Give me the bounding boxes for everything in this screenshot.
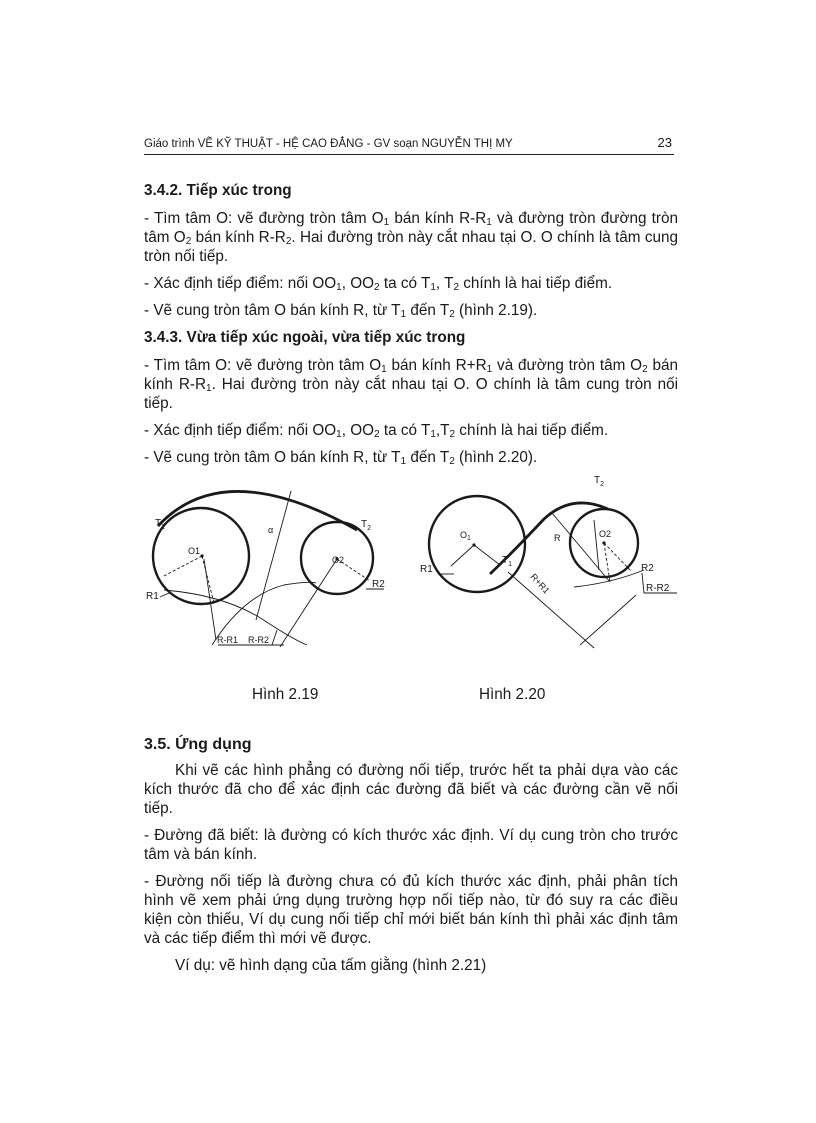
paragraph-3-4-3-tangent-points: - Xác định tiếp điểm: nối $OO_1$, $OO_2$ ta có $T_1,T_2$ chính là hai tiếp điểm. [144,422,609,440]
figure-2-19-caption: Hình 2.19 [252,686,319,703]
paragraph-3-4-2-tangent-points: - Xác định tiếp điểm: nối $OO_1$, $OO_2$ ta có $T_1$, $T_2$ chính là hai tiếp điểm. [144,275,613,293]
fig219-label-t2: $T_2$ [361,519,372,532]
heading-3-4-2: 3.4.2. Tiếp xúc trong [144,182,292,199]
page-number: 23 [657,135,672,150]
fig220-label-r: R [554,533,561,543]
heading-3-4-3: 3.4.3. Vừa tiếp xúc ngoài, vừa tiếp xúc trong [144,329,466,346]
header-title: Giáo trình VẼ KỸ THUẬT - HỆ CAO ĐẲNG - GV soạn NGUYỄN THỊ MY [144,138,513,150]
fig219-label-r-r2: R-R2 [248,635,270,645]
heading-3-5: 3.5. Ứng dụng [144,736,252,753]
fig219-label-r-r1: R-R1 [217,635,239,645]
fig220-label-o2: O2 [599,529,612,539]
paragraph-3-4-2-draw-arc: - Vẽ cung tròn tâm O bán kính R, từ $T_1$ đến $T_2$ (hình 2.19). [144,302,538,320]
figures-svg [144,475,678,680]
paragraph-3-5-example: Ví dụ: vẽ hình dạng của tấm giằng (hình 2.21) [175,957,487,974]
figures-row [144,475,678,721]
paragraph-3-4-2-center: - Tìm tâm O: vẽ đường tròn tâm $O_1$ bán kính $R-R_1$ và đường tròn đường tròn tâm $O_2$ bán kính $R-R_2$. Hai đường tròn này cắt nhau tại O. O chính là tâm cung tròn nối tiếp. [144,210,679,265]
fig219-label-o2: O2 [332,555,345,565]
paragraph-3-5-known-line: - Đường đã biết: là đường có kích thước xác định. Ví dụ cung tròn cho trước tâm và bán kính. [144,827,678,863]
fig220-label-r1: R1 [420,564,433,575]
figure-2-19-drawing [153,491,384,647]
fig219-label-alpha: α [268,525,274,535]
paragraph-3-5-intro: Khi vẽ các hình phẳng có đường nối tiếp, trước hết ta phải dựa vào các kích thước đã cho để xác định các đường đã biết và các đường cần vẽ nối tiếp. [144,762,678,817]
fig220-circle-o1 [429,496,525,592]
fig219-label-r1: R1 [146,591,159,602]
paragraph-3-4-3-draw-arc: - Vẽ cung tròn tâm O bán kính R, từ $T_1$ đến $T_2$ (hình 2.20). [144,449,538,467]
paragraph-3-5-connecting-line: - Đường nối tiếp là đường chưa có đủ kích thước xác định, phải phân tích hình vẽ xem phải ứng dụng trường hợp nối tiếp nào, từ đó suy ra các điều kiện còn thiếu, Ví dụ cung nối tiếp chỉ mới biết bán kính thì phải xác định tâm và các tiếp điểm thì mới vẽ được. [144,873,678,947]
fig219-label-t1: $T_1$ [155,518,166,531]
fig220-label-t2: $T_2$ [594,475,605,488]
fig220-label-o1: $O_1$ [460,530,471,542]
paragraph-3-4-3-center: - Tìm tâm O: vẽ đường tròn tâm $O_1$ bán kính $R+R_1$ và đường tròn tâm $O_2$ bán kính $R-R_1$. Hai đường tròn này cắt nhau tại O. O chính là tâm cung tròn nối tiếp. [144,357,678,412]
fig220-label-r-plus-r1: R+R1 [528,571,552,596]
fig219-label-r2: R2 [372,579,385,590]
running-header [144,136,674,155]
page-content [144,181,678,983]
fig219-label-o1: O1 [188,546,201,556]
fig220-label-r2: R2 [641,563,654,574]
fig220-label-t1: $T_1$ [502,555,513,568]
fig220-label-r-r2: R-R2 [646,583,670,594]
figure-2-20-caption: Hình 2.20 [479,686,546,703]
figure-2-20-drawing [429,496,677,648]
